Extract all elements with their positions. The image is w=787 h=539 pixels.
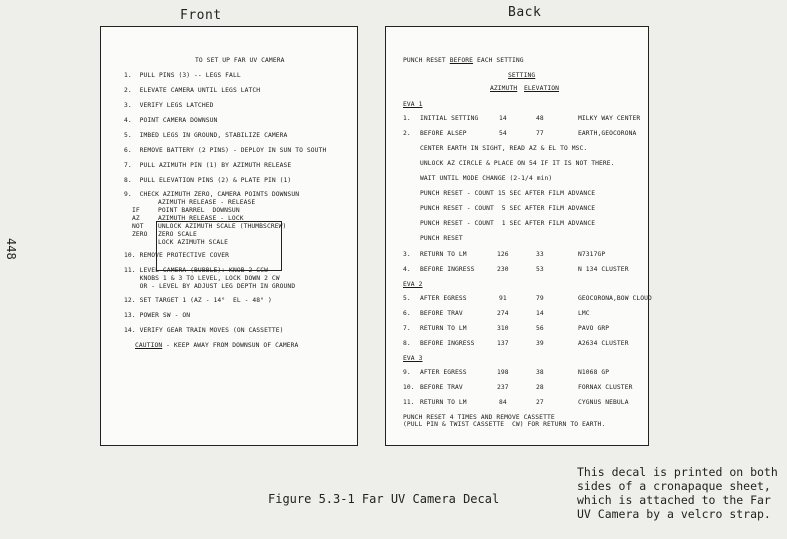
caution bbox=[135, 342, 298, 349]
punch-post: EACH SETTING bbox=[473, 57, 524, 64]
row-azimuth: 310 bbox=[497, 325, 509, 332]
row-target: N7317GP bbox=[578, 251, 606, 258]
row-elevation: 14 bbox=[536, 310, 544, 317]
row-elevation: 48 bbox=[536, 115, 544, 122]
row-elevation: 79 bbox=[536, 295, 544, 302]
row-label: BEFORE TRAV bbox=[420, 310, 463, 317]
row-target: PAVO GRP bbox=[578, 325, 610, 332]
row-number: 3. bbox=[403, 251, 411, 258]
row-number: 11. bbox=[403, 399, 415, 406]
back-decal bbox=[385, 26, 652, 446]
check-label: IF bbox=[132, 207, 140, 214]
row-label: AFTER EGRESS bbox=[420, 295, 467, 302]
front-title: TO SET UP FAR UV CAMERA bbox=[195, 57, 285, 64]
row-number: 6. bbox=[403, 310, 411, 317]
final-instruction: (PULL PIN & TWIST CASSETTE CW) FOR RETURN TO EARTH. bbox=[403, 421, 606, 428]
step-11-line2: KNOBS 1 & 3 TO LEVEL, LOCK DOWN 2 CW bbox=[124, 275, 280, 282]
front-decal bbox=[100, 26, 358, 446]
page-number: 448 bbox=[4, 238, 18, 260]
row-elevation: 56 bbox=[536, 325, 544, 332]
elevation-header: ELEVATION bbox=[524, 85, 560, 92]
eva-2-heading: EVA 2 bbox=[403, 281, 423, 288]
row-azimuth: 198 bbox=[497, 369, 509, 376]
row-elevation: 53 bbox=[536, 266, 544, 273]
step-11-line3: OR - LEVEL BY ADJUST LEG DEPTH IN GROUND bbox=[124, 283, 296, 290]
instruction-note: PUNCH RESET - COUNT 5 SEC AFTER FILM ADVANCE bbox=[420, 205, 596, 212]
row-label: BEFORE TRAV bbox=[420, 384, 463, 391]
row-target: LMC bbox=[578, 310, 590, 317]
front-header: Front bbox=[180, 8, 222, 23]
row-target: EARTH,GEOCORONA bbox=[578, 130, 637, 137]
check-row: AZIMUTH RELEASE - RELEASE bbox=[158, 199, 256, 206]
eva-1-heading: EVA 1 bbox=[403, 101, 423, 108]
step-4: 4. POINT CAMERA DOWNSUN bbox=[124, 117, 218, 124]
row-target: N1068 GP bbox=[578, 369, 610, 376]
instruction-note: PUNCH RESET bbox=[420, 235, 463, 242]
step-1: 1. PULL PINS (3) -- LEGS FALL bbox=[124, 72, 241, 79]
row-number: 5. bbox=[403, 295, 411, 302]
row-azimuth: 137 bbox=[497, 340, 509, 347]
check-row: POINT BARREL DOWNSUN bbox=[158, 207, 240, 214]
row-number: 8. bbox=[403, 340, 411, 347]
row-label: AFTER EGRESS bbox=[420, 369, 467, 376]
eva-3-heading: EVA 3 bbox=[403, 355, 423, 362]
row-number: 7. bbox=[403, 325, 411, 332]
punch-reset-line bbox=[403, 57, 524, 64]
step-12: 12. SET TARGET 1 (AZ - 14° EL - 48° ) bbox=[124, 297, 272, 304]
row-elevation: 27 bbox=[536, 399, 544, 406]
figure-caption: Figure 5.3-1 Far UV Camera Decal bbox=[268, 492, 500, 506]
instruction-note: WAIT UNTIL MODE CHANGE (2-1/4 min) bbox=[420, 175, 553, 182]
row-azimuth: 84 bbox=[499, 399, 507, 406]
instruction-note: UNLOCK AZ CIRCLE & PLACE ON 54 IF IT IS NOT THERE. bbox=[420, 160, 615, 167]
row-label: BEFORE INGRESS bbox=[420, 340, 475, 347]
row-target: A2634 CLUSTER bbox=[578, 340, 629, 347]
row-number: 10. bbox=[403, 384, 415, 391]
step-3: 3. VERIFY LEGS LATCHED bbox=[124, 102, 214, 109]
row-target: N 134 CLUSTER bbox=[578, 266, 629, 273]
step-11: 11. LEVEL CAMERA (BUBBLE): KNOB 2 CCW bbox=[124, 267, 268, 274]
row-label: BEFORE ALSEP bbox=[420, 130, 467, 137]
row-target: FORNAX CLUSTER bbox=[578, 384, 633, 391]
row-label: RETURN TO LM bbox=[420, 325, 467, 332]
row-azimuth: 14 bbox=[499, 115, 507, 122]
row-elevation: 33 bbox=[536, 251, 544, 258]
instruction-note: PUNCH RESET - COUNT 1 SEC AFTER FILM ADVANCE bbox=[420, 220, 596, 227]
row-azimuth: 126 bbox=[497, 251, 509, 258]
row-number: 2. bbox=[403, 130, 411, 137]
row-azimuth: 230 bbox=[497, 266, 509, 273]
row-number: 9. bbox=[403, 369, 411, 376]
row-azimuth: 54 bbox=[499, 130, 507, 137]
side-note: This decal is printed on both sides of a cronapaque sheet, which is attached to the Far UV Camera by a velcro strap. bbox=[577, 465, 778, 521]
step-8: 8. PULL ELEVATION PINS (2) & PLATE PIN (1) bbox=[124, 177, 292, 184]
row-elevation: 28 bbox=[536, 384, 544, 391]
step-9: 9. CHECK AZIMUTH ZERO, CAMERA POINTS DOWNSUN bbox=[124, 191, 300, 198]
row-azimuth: 91 bbox=[499, 295, 507, 302]
check-label: AZ bbox=[132, 215, 140, 222]
punch-before: BEFORE bbox=[449, 57, 474, 64]
step-14: 14. VERIFY GEAR TRAIN MOVES (ON CASSETTE) bbox=[124, 327, 284, 334]
row-elevation: 77 bbox=[536, 130, 544, 137]
instruction-note: CENTER EARTH IN SIGHT, READ AZ & EL TO MSC. bbox=[420, 145, 588, 152]
check-row: UNLOCK AZIMUTH SCALE (THUMBSCREW) bbox=[158, 223, 287, 230]
step-10: 10. REMOVE PROTECTIVE COVER bbox=[124, 252, 230, 259]
row-elevation: 39 bbox=[536, 340, 544, 347]
caution-text: - KEEP AWAY FROM DOWNSUN OF CAMERA bbox=[162, 342, 299, 349]
back-header: Back bbox=[508, 5, 542, 20]
row-number: 4. bbox=[403, 266, 411, 273]
row-azimuth: 237 bbox=[497, 384, 509, 391]
check-row: LOCK AZIMUTH SCALE bbox=[158, 239, 229, 246]
step-2: 2. ELEVATE CAMERA UNTIL LEGS LATCH bbox=[124, 87, 261, 94]
row-azimuth: 274 bbox=[497, 310, 509, 317]
step-5: 5. IMBED LEGS IN GROUND, STABILIZE CAMERA bbox=[124, 132, 288, 139]
row-elevation: 38 bbox=[536, 369, 544, 376]
final-instruction: PUNCH RESET 4 TIMES AND REMOVE CASSETTE bbox=[403, 414, 555, 421]
step-7: 7. PULL AZIMUTH PIN (1) BY AZIMUTH RELEASE bbox=[124, 162, 292, 169]
check-label: NOT bbox=[132, 223, 144, 230]
row-target: GEOCORONA,BOW CLOUD bbox=[578, 295, 652, 302]
check-row: ZERO SCALE bbox=[158, 231, 197, 238]
step-13: 13. POWER SW - ON bbox=[124, 312, 191, 319]
row-label: RETURN TO LM bbox=[420, 251, 467, 258]
row-label: RETURN TO LM bbox=[420, 399, 467, 406]
step-6: 6. REMOVE BATTERY (2 PINS) - DEPLOY IN SUN TO SOUTH bbox=[124, 147, 327, 154]
caution-label: CAUTION bbox=[135, 342, 163, 349]
punch-pre: PUNCH RESET bbox=[403, 57, 450, 64]
instruction-note: PUNCH RESET - COUNT 15 SEC AFTER FILM ADVANCE bbox=[420, 190, 596, 197]
setting-header: SETTING bbox=[508, 72, 536, 79]
azimuth-header: AZIMUTH bbox=[490, 85, 518, 92]
check-row: AZIMUTH RELEASE - LOCK bbox=[158, 215, 244, 222]
row-target: CYGNUS NEBULA bbox=[578, 399, 629, 406]
row-number: 1. bbox=[403, 115, 411, 122]
row-label: BEFORE INGRESS bbox=[420, 266, 475, 273]
check-label: ZERO bbox=[132, 231, 148, 238]
row-label: INITIAL SETTING bbox=[420, 115, 479, 122]
row-target: MILKY WAY CENTER bbox=[578, 115, 641, 122]
